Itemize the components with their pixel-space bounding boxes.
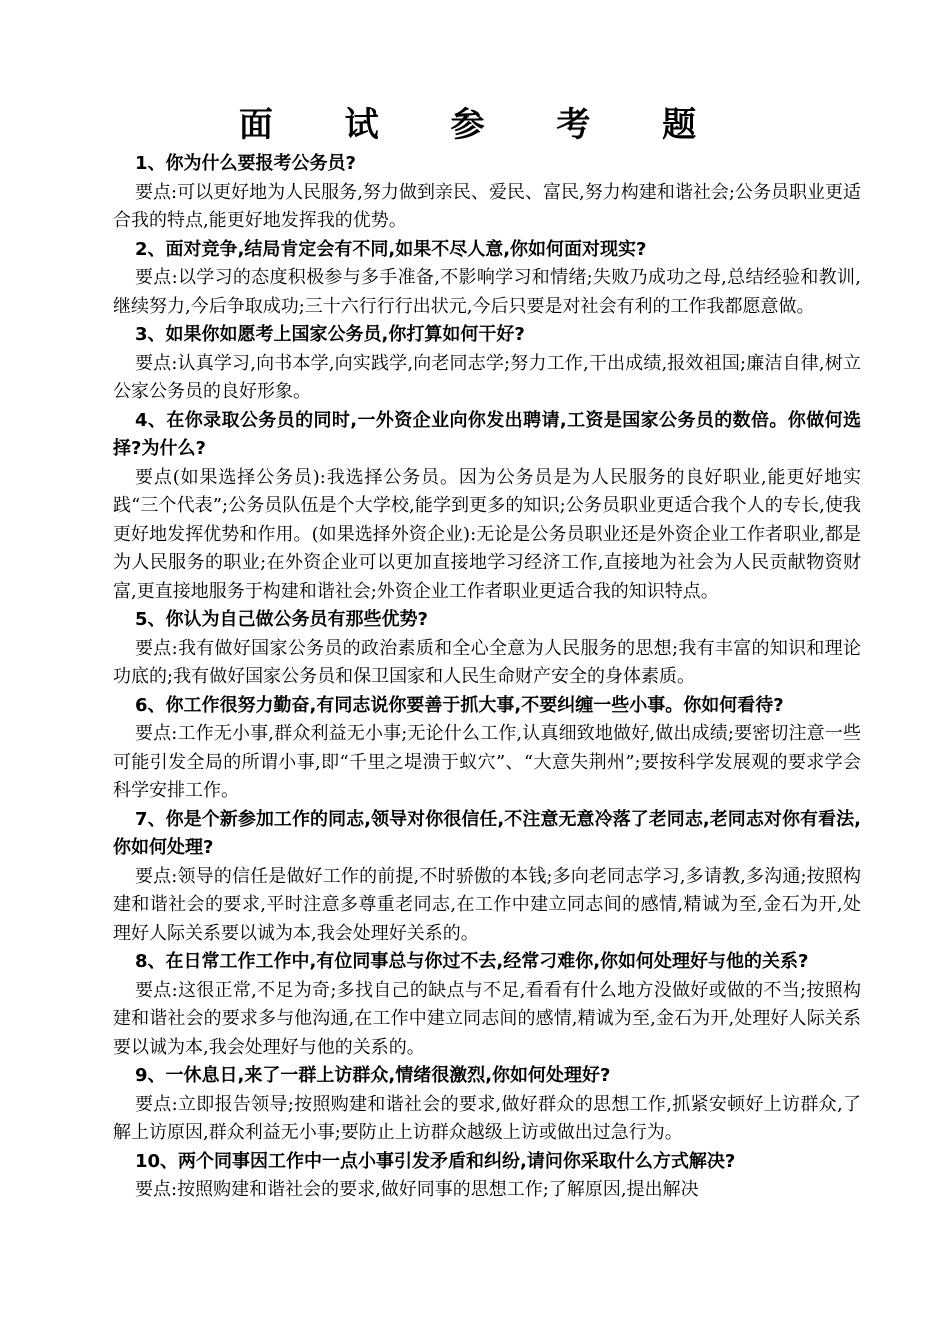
question-9: 9、一休息日,来了一群上访群众,情绪很激烈,你如何处理好?	[135, 1065, 611, 1086]
question-4: 4、在你录取公务员的同时,一外资企业向你发出聘请,工资是国家公务员的数倍。你做何选择?为什么?	[113, 409, 861, 459]
question-3: 3、如果你如愿考上国家公务员,你打算如何干好?	[135, 324, 525, 345]
answer-2: 要点:以学习的态度积极参与多手准备,不影响学习和情绪;失败乃成功之母,总结经验和教训,继续努力,今后争取成功;三十六行行行出状元,今后只要是对社会有利的工作我都愿意做。	[113, 267, 861, 317]
question-7: 7、你是个新参加工作的同志,领导对你很信任,不注意无意冷落了老同志,老同志对你有看法,你如何处理?	[113, 808, 861, 858]
question-8: 8、在日常工作工作中,有位同事总与你过不去,经常刁难你,你如何处理好与他的关系?	[135, 951, 809, 972]
question-5: 5、你认为自己做公务员有那些优势?	[135, 609, 428, 630]
answer-4: 要点(如果选择公务员):我选择公务员。因为公务员是为人民服务的良好职业,能更好地实践“三个代表”;公务员队伍是个大学校,能学到更多的知识;公务员职业更适合我个人的专长,使我更好地发挥优势和作用。(如果选择外资企业):无论是公务员职业还是外资企业工作者职业,都是为人民服务的职业;在外资企业可以更加直接地学习经济工作,直接地为社会为人民贡献物资财富,更直接地服务于构建和谐社会;外资企业工作者职业更适合我的知识特点。	[113, 466, 861, 602]
page-title: 面 试 参 考 题	[238, 105, 727, 145]
question-1: 1、你为什么要报考公务员?	[135, 153, 356, 174]
question-6: 6、你工作很努力勤奋,有同志说你要善于抓大事,不要纠缠一些小事。你如何看待?	[135, 694, 784, 716]
answer-8: 要点:这很正常,不足为奇;多找自己的缺点与不足,看看有什么地方没做好或做的不当;按照构建和谐社会的要求多与他沟通,在工作中建立同志间的感情,精诚为至,金石为开,处理好人际关系要以诚为本,我会处理好与他的关系的。	[113, 979, 861, 1058]
answer-10: 要点:按照购建和谐社会的要求,做好同事的思想工作;了解原因,提出解决	[135, 1179, 699, 1200]
answer-1: 要点:可以更好地为人民服务,努力做到亲民、爱民、富民,努力构建和谐社会;公务员职业更适合我的特点,能更好地发挥我的优势。	[113, 181, 861, 231]
answer-6: 要点:工作无小事,群众利益无小事;无论什么工作,认真细致地做好,做出成绩;要密切注意一些可能引发全局的所谓小事,即“千里之堤溃于蚁穴”、“大意失荆州”;要按科学发展观的要求学会科学安排工作。	[113, 723, 861, 801]
qa-list	[113, 150, 861, 1205]
answer-7: 要点:领导的信任是做好工作的前提,不时骄傲的本钱;多向老同志学习,多请教,多沟通;按照构建和谐社会的要求,平时注意多尊重老同志,在工作中建立同志间的感情,精诚为至,金石为开,处理好人际关系要以诚为本,我会处理好关系的。	[113, 865, 861, 944]
question-2: 2、面对竞争,结局肯定会有不同,如果不尽人意,你如何面对现实?	[135, 238, 647, 260]
answer-5: 要点:我有做好国家公务员的政治素质和全心全意为人民服务的思想;我有丰富的知识和理论功底的;我有做好国家公务员和保卫国家和人民生命财产安全的身体素质。	[113, 637, 861, 687]
answer-9: 要点:立即报告领导;按照购建和谐社会的要求,做好群众的思想工作,抓紧安顿好上访群众,了解上访原因,群众利益无小事;要防止上访群众越级上访或做出过急行为。	[113, 1093, 861, 1143]
question-10: 10、两个同事因工作中一点小事引发矛盾和纠纷,请问你采取什么方式解决?	[135, 1150, 736, 1172]
answer-3: 要点:认真学习,向书本学,向实践学,向老同志学;努力工作,干出成绩,报效祖国;廉洁自律,树立公家公务员的良好形象。	[113, 352, 861, 402]
